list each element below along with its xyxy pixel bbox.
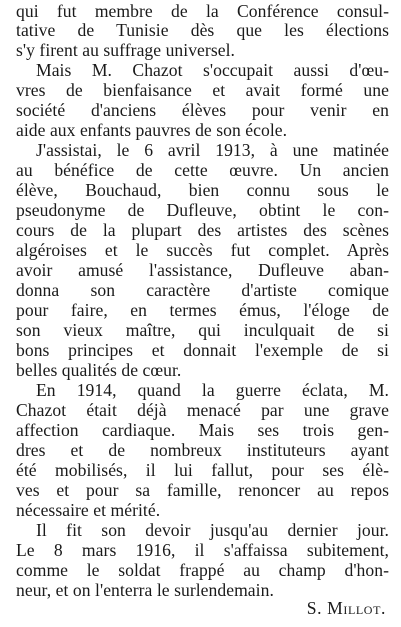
text-line: société d'anciens élèves pour venir en (16, 100, 389, 120)
text-line: élève, Bouchaud, bien connu sous le (16, 180, 389, 200)
text-line: au bénéfice de cette œuvre. Un ancien (16, 160, 389, 180)
text-line: vres de bienfaisance et avait formé une (16, 80, 389, 100)
text-line: tative de Tunisie dès que les élections (16, 20, 389, 40)
text-line: pseudonyme de Dufleuve, obtint le con- (16, 200, 389, 220)
text-line: été mobilisés, il lui fallut, pour ses élè- (16, 460, 389, 480)
text-line: cours de la plupart des artistes des scènes (16, 220, 389, 240)
text-line: s'y firent au suffrage universel. (16, 40, 235, 60)
text-line: Chazot était déjà menacé par une grave (16, 400, 389, 420)
text-line: nécessaire et mérité. (16, 500, 161, 520)
text-line: Il fit son devoir jusqu'au dernier jour. (36, 520, 389, 540)
text-line: neur, et on l'enterra le surlendemain. (16, 580, 274, 600)
text-line: bons principes et donnait l'exemple de si (16, 340, 389, 360)
text-line: algéroises et le succès fut complet. Après (16, 240, 389, 260)
text-line: En 1914, quand la guerre éclata, M. (36, 380, 389, 400)
text-line: aide aux enfants pauvres de son école. (16, 120, 288, 140)
text-line: J'assistai, le 6 avril 1913, à une matinée (36, 140, 389, 160)
text-line: avoir amusé l'assistance, Dufleuve aban- (16, 260, 389, 280)
text-line: son vieux maître, qui inculquait de si (16, 320, 389, 340)
text-line: comme le soldat frappé au champ d'hon- (16, 560, 389, 580)
text-line: affection cardiaque. Mais ses trois gen- (16, 420, 389, 440)
text-line: belles qualités de cœur. (16, 360, 182, 380)
text-line: ves et pour sa famille, renoncer au repos (16, 480, 389, 500)
text-line: Mais M. Chazot s'occupait aussi d'œu- (36, 60, 389, 80)
text-line: Le 8 mars 1916, il s'affaissa subitement, (16, 540, 389, 560)
signature: S. Millot. (306, 598, 386, 618)
text-line: qui fut membre de la Conférence consul- (16, 1, 389, 21)
text-line: dres et de nombreux instituteurs ayant (16, 440, 389, 460)
text-line: donna son caractère d'artiste comique (16, 280, 389, 300)
text-line: pour faire, en termes émus, l'éloge de (16, 300, 389, 320)
